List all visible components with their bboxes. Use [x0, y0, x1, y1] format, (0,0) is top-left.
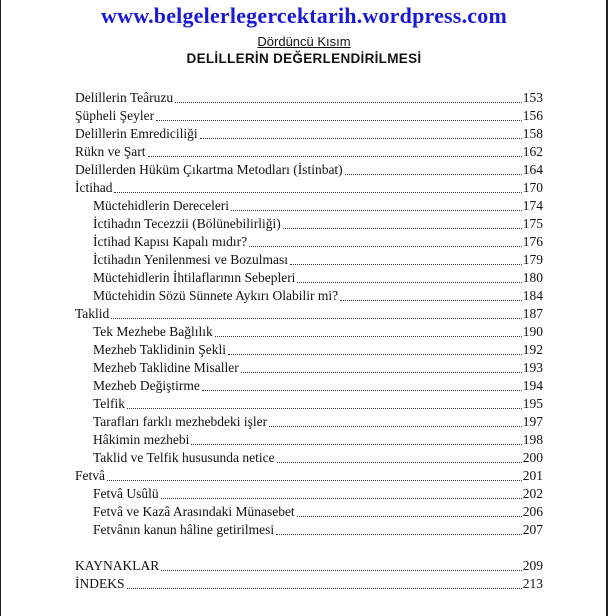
toc-entry-page: 207 [522, 522, 543, 537]
page-left-edge [0, 0, 1, 616]
toc-entry-label: Delillerden Hüküm Çıkartma Metodları (İstinbat) [75, 162, 343, 177]
toc-entry-page: 162 [522, 144, 543, 159]
toc-entry-label: Mezheb Değiştirme [93, 378, 200, 393]
toc-leader-dots [215, 335, 522, 337]
toc-entry-page: 156 [522, 108, 543, 123]
toc-entry-label: Fetvâ ve Kazâ Arasındaki Münasebet [93, 504, 295, 519]
toc-entry-page: 153 [522, 90, 543, 105]
toc-leader-dots [277, 461, 522, 463]
toc-entry-page: 187 [522, 306, 543, 321]
toc-leader-dots [345, 173, 522, 175]
toc-leader-dots [191, 443, 521, 445]
toc-entry [75, 106, 543, 124]
toc-leader-dots [127, 407, 522, 409]
toc-entry-page: 180 [522, 270, 543, 285]
toc-subentry [93, 394, 543, 412]
toc-entry-label: KAYNAKLAR [75, 558, 160, 573]
toc-subentry [93, 412, 543, 430]
toc-entry-label: Müctehidlerin İhtilaflarının Sebepleri [93, 270, 296, 285]
toc-subentry [93, 250, 543, 268]
toc-leader-dots [297, 281, 521, 283]
toc-entry-label: Delillerin Teâruzu [75, 90, 174, 105]
toc-entry-page: 206 [522, 504, 543, 519]
toc-entry-page: 209 [522, 558, 543, 573]
toc-leader-dots [175, 101, 522, 103]
toc-leader-dots [161, 497, 522, 499]
toc-subentry [93, 196, 543, 214]
toc-leader-dots [283, 227, 522, 229]
toc-entry-page: 213 [522, 576, 543, 591]
toc-leader-dots [156, 119, 522, 121]
toc-subentry [93, 448, 543, 466]
toc-entry-page: 200 [522, 450, 543, 465]
toc-entry-page: 164 [522, 162, 543, 177]
toc-entry-label: İNDEKS [75, 576, 125, 591]
toc-entry [75, 466, 543, 484]
toc-entry-label: Telfik [93, 396, 126, 411]
toc-entry-label: Şüpheli Şeyler [75, 108, 155, 123]
toc-entry [75, 556, 543, 574]
toc-leader-dots [161, 569, 521, 571]
toc-entry-label: Taklid [75, 306, 110, 321]
toc-leader-dots [297, 515, 522, 517]
toc-entry-page: 198 [522, 432, 543, 447]
toc-entry-page: 197 [522, 414, 543, 429]
toc-entry-page: 193 [522, 360, 543, 375]
toc-entry-label: Hâkimin mezhebi [93, 432, 190, 447]
toc-leader-dots [290, 263, 522, 265]
toc-subentry [93, 430, 543, 448]
toc-leader-dots [249, 245, 522, 247]
toc-subentry [93, 502, 543, 520]
toc-entry-label: Tarafları farklı mezhebdeki işler [93, 414, 268, 429]
chapter-title: DELİLLERİN DEĞERLENDİRİLMESİ [186, 51, 422, 66]
toc-entry-page: 195 [522, 396, 543, 411]
toc-entry [75, 178, 543, 196]
toc-entry-page: 176 [522, 234, 543, 249]
toc-entry-page: 175 [522, 216, 543, 231]
toc-entry-page: 201 [522, 468, 543, 483]
toc-entry-page: 192 [522, 342, 543, 357]
toc-entry-label: Müctehidlerin Dereceleri [93, 198, 230, 213]
toc-entry-page: 179 [522, 252, 543, 267]
toc-subentry [93, 520, 543, 538]
toc-subentry [93, 232, 543, 250]
toc-subentry [93, 214, 543, 232]
toc-entry-label: Fetvânın kanun hâline getirilmesi [93, 522, 275, 537]
toc-entry [75, 574, 543, 592]
toc-leader-dots [202, 389, 522, 391]
toc-leader-dots [231, 209, 522, 211]
toc-entry-page: 158 [522, 126, 543, 141]
toc-entry-page: 194 [522, 378, 543, 393]
toc-entry-label: Müctehidin Sözü Sünnete Aykırı Olabilir mi? [93, 288, 339, 303]
toc-leader-dots [228, 353, 522, 355]
toc-entry-label: Fetvâ [75, 468, 105, 483]
toc-entry-label: Mezheb Taklidinin Şekli [93, 342, 227, 357]
toc-entry-label: Tek Mezhebe Bağlılık [93, 324, 213, 339]
toc-entry-label: İctihad [75, 180, 113, 195]
toc-subentry [93, 268, 543, 286]
toc-entry-label: Fetvâ Usûlü [93, 486, 159, 501]
toc-leader-dots [276, 533, 522, 535]
toc-entry-label: Taklid ve Telfik hususunda netice [93, 450, 275, 465]
toc-leader-dots [127, 587, 522, 589]
toc-leader-dots [107, 479, 522, 481]
toc-entry-label: Mezheb Taklidine Misaller [93, 360, 239, 375]
toc-subentry [93, 358, 543, 376]
toc-leader-dots [241, 371, 522, 373]
toc-subentry [93, 286, 543, 304]
toc-subentry [93, 340, 543, 358]
toc-entry-label: İctihadın Tecezzii (Bölünebilirliği) [93, 216, 281, 231]
toc-entry [75, 124, 543, 142]
watermark-url: www.belgelerlegercektarih.wordpress.com [101, 3, 507, 28]
toc-entry [75, 142, 543, 160]
toc-leader-dots [114, 191, 521, 193]
toc-entry [75, 160, 543, 178]
toc-subentry [93, 322, 543, 340]
toc-entry-page: 190 [522, 324, 543, 339]
toc-entry [75, 304, 543, 322]
toc-entry-label: Rükn ve Şart [75, 144, 146, 159]
toc-leader-dots [111, 317, 521, 319]
toc-entry [75, 88, 543, 106]
toc-entry-page: 174 [522, 198, 543, 213]
toc-subentry [93, 376, 543, 394]
toc-entry-label: Delillerin Emrediciliği [75, 126, 198, 141]
toc-entry-label: İctihad Kapısı Kapalı mıdır? [93, 234, 248, 249]
toc-entry-page: 184 [522, 288, 543, 303]
toc-entry-page: 202 [522, 486, 543, 501]
part-title [0, 34, 608, 49]
toc-leader-dots [340, 299, 522, 301]
part-title-text: Dördüncü Kısım [257, 34, 351, 49]
toc-entry-page: 170 [522, 180, 543, 195]
toc-leader-dots [269, 425, 522, 427]
toc-leader-dots [148, 155, 522, 157]
toc-subentry [93, 484, 543, 502]
toc-entry-label: İctihadın Yenilenmesi ve Bozulması [93, 252, 288, 267]
toc-leader-dots [200, 137, 522, 139]
